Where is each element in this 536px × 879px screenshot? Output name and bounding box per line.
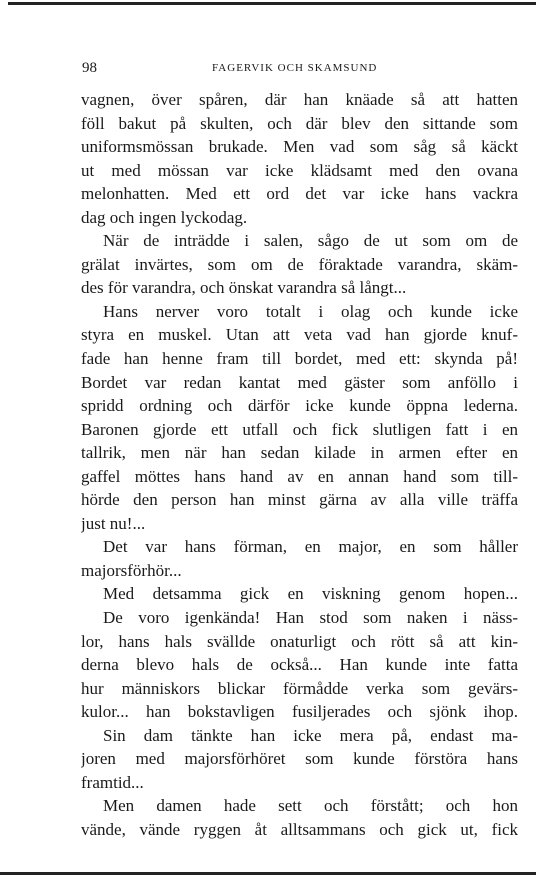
text-line: Baronen gjorde ett utfall och fick slutligen fatt i en: [81, 419, 518, 439]
page-number: 98: [82, 60, 97, 76]
text-line: Sin dam tänkte han icke mera på, endast ma-: [103, 725, 518, 745]
text-line: hur människors blickar förmådde verka som gevärs-: [81, 678, 518, 698]
text-line: spridd ordning och därför icke kunde öppna lederna.: [81, 396, 518, 416]
text-line: vände, vände ryggen åt alltsammans och gick ut, fick: [81, 819, 518, 839]
text-line: grälat invärtes, som om de föraktade varandra, skäm-: [81, 254, 518, 274]
text-line: derna blevo hals de också... Han kunde inte fatta: [81, 655, 518, 675]
text-line: Med detsamma gick en viskning genom hopen...: [103, 584, 518, 604]
text-line: ut med mössan var icke klädsamt med den ovana: [81, 160, 518, 180]
text-line: föll bakut på skulten, och där blev den sittande som: [81, 113, 518, 133]
bottom-border-rule: [0, 872, 536, 875]
text-line: Det var hans förman, en major, en som håller: [103, 537, 518, 557]
text-line: styra en muskel. Utan att veta vad han gjorde knuf-: [81, 325, 518, 345]
text-line: vagnen, över spåren, där han knäade så att hatten: [81, 90, 518, 109]
text-line: dag och ingen lyckodag.: [81, 207, 248, 227]
text-line: Hans nerver voro totalt i olag och kunde icke: [103, 301, 518, 321]
text-line: melonhatten. Med ett ord det var icke hans vackra: [81, 184, 518, 204]
text-line: fade han henne fram till bordet, med ett: skynda på!: [81, 349, 518, 369]
text-line: Bordet var redan kantat med gäster som anföllo i: [81, 372, 518, 392]
running-title: FAGERVIK OCH SKAMSUND: [212, 62, 378, 74]
text-line: lor, hans hals svällde onaturligt och rött så att kin-: [81, 631, 518, 651]
text-line: kulor... han bokstavligen fusiljerades och sjönk ihop.: [81, 702, 518, 722]
page-header: [82, 60, 518, 80]
text-line: joren med majorsförhöret som kunde förstöra hans: [81, 749, 518, 769]
text-line: hörde den person han minst gärna av alla ville träffa: [81, 490, 518, 510]
top-border-rule: [8, 2, 536, 5]
text-line: tallrik, men när han sedan kilade in armen efter en: [81, 443, 518, 463]
text-line: des för varandra, och önskat varandra så långt...: [81, 278, 407, 298]
text-line: gaffel möttes hans hand av en annan hand som till-: [81, 466, 518, 486]
text-line: När de inträdde i salen, sågo de ut som om de: [103, 231, 518, 251]
text-line: De voro igenkända! Han stod som naken i näss-: [103, 608, 518, 628]
text-line: uniformsmössan brukade. Men vad som såg så käckt: [81, 137, 518, 157]
text-line: Men damen hade sett och förstått; och hon: [103, 796, 518, 816]
text-line: majorsförhör...: [81, 560, 182, 580]
text-line: framtid...: [81, 772, 144, 792]
text-line: just nu!...: [81, 513, 146, 533]
body-text: [81, 88, 518, 842]
